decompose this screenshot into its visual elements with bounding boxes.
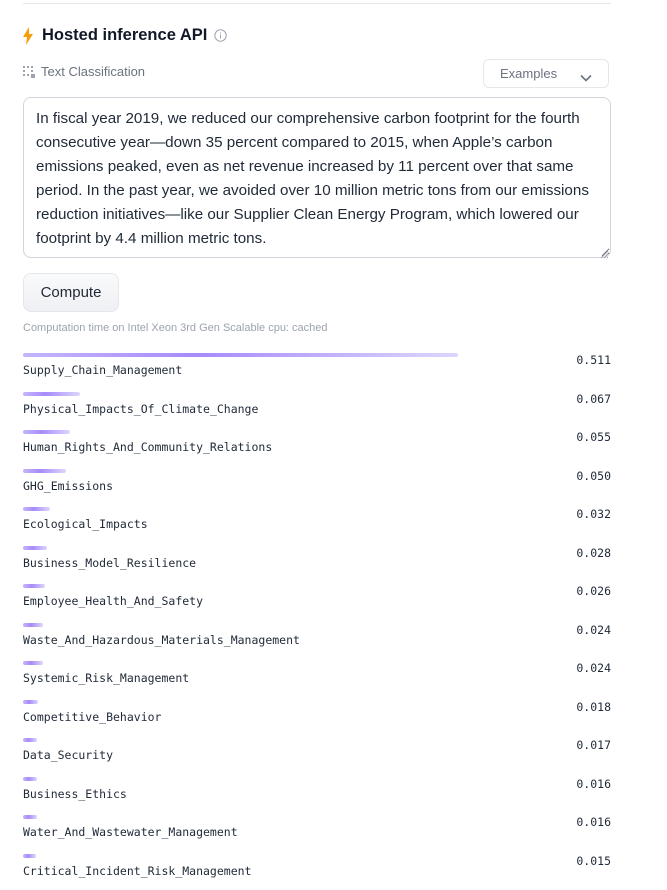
result-label: Business_Model_Resilience [23, 556, 196, 570]
result-label: Physical_Impacts_Of_Climate_Change [23, 402, 258, 416]
score-bar [23, 700, 38, 704]
score-bar [23, 623, 43, 627]
bolt-icon [23, 27, 33, 45]
result-row [23, 544, 611, 583]
task-label: Text Classification [41, 64, 145, 79]
result-score: 0.028 [576, 546, 611, 560]
result-row [23, 351, 611, 390]
result-row [23, 736, 611, 775]
result-score: 0.024 [576, 623, 611, 637]
result-row [23, 582, 611, 621]
input-textarea[interactable]: In fiscal year 2019, we reduced our comprehensive carbon footprint for the fourth consecutive year—down 35 percent compared to 2015, when Apple’s carbon emissions peaked, even as net revenue increased by 11 percent over that same period. In the past year, we avoided over 10 million metric tons from our emissions reduction initiatives—like our Supplier Clean Energy Program, which lowered our footprint by 4.4 million metric tons. [23, 97, 611, 258]
compute-button[interactable]: Compute [23, 273, 119, 312]
score-bar [23, 661, 43, 665]
resize-handle-icon[interactable] [599, 246, 609, 256]
score-bar [23, 854, 36, 858]
result-label: Competitive_Behavior [23, 710, 161, 724]
result-label: Critical_Incident_Risk_Management [23, 864, 251, 878]
result-row [23, 852, 611, 890]
score-bar [23, 469, 66, 473]
score-bar [23, 392, 80, 396]
examples-dropdown[interactable] [483, 59, 609, 88]
task-type [23, 64, 145, 79]
examples-label: Examples [500, 66, 557, 81]
score-bar [23, 815, 37, 819]
result-label: Waste_And_Hazardous_Materials_Management [23, 633, 300, 647]
widget-header [23, 26, 227, 45]
result-score: 0.511 [576, 353, 611, 367]
result-row [23, 621, 611, 660]
result-score: 0.015 [576, 854, 611, 868]
result-row [23, 775, 611, 814]
result-row [23, 505, 611, 544]
result-score: 0.067 [576, 392, 611, 406]
result-label: Data_Security [23, 748, 113, 762]
info-icon[interactable] [214, 29, 227, 42]
result-label: Ecological_Impacts [23, 517, 148, 531]
chevron-down-icon [580, 70, 592, 78]
result-score: 0.024 [576, 661, 611, 675]
result-label: Business_Ethics [23, 787, 127, 801]
result-score: 0.055 [576, 430, 611, 444]
result-score: 0.026 [576, 584, 611, 598]
score-bar [23, 353, 458, 357]
score-bar [23, 430, 70, 434]
top-divider [23, 0, 611, 4]
result-row [23, 428, 611, 467]
result-label: Human_Rights_And_Community_Relations [23, 440, 272, 454]
result-score: 0.017 [576, 738, 611, 752]
result-score: 0.032 [576, 507, 611, 521]
computation-time: Computation time on Intel Xeon 3rd Gen Scalable cpu: cached [23, 322, 328, 334]
result-row [23, 813, 611, 852]
score-bar [23, 507, 50, 511]
task-grid-icon [23, 66, 35, 78]
score-bar [23, 546, 47, 550]
results-list [23, 351, 611, 890]
widget-title: Hosted inference API [42, 26, 207, 45]
result-row [23, 467, 611, 506]
result-label: Water_And_Wastewater_Management [23, 825, 238, 839]
result-row [23, 390, 611, 429]
result-score: 0.016 [576, 777, 611, 791]
result-score: 0.018 [576, 700, 611, 714]
result-label: Supply_Chain_Management [23, 363, 182, 377]
result-score: 0.016 [576, 815, 611, 829]
result-label: Employee_Health_And_Safety [23, 594, 203, 608]
result-row [23, 698, 611, 737]
result-label: GHG_Emissions [23, 479, 113, 493]
score-bar [23, 738, 37, 742]
score-bar [23, 777, 37, 781]
score-bar [23, 584, 45, 588]
result-row [23, 659, 611, 698]
result-label: Systemic_Risk_Management [23, 671, 189, 685]
result-score: 0.050 [576, 469, 611, 483]
